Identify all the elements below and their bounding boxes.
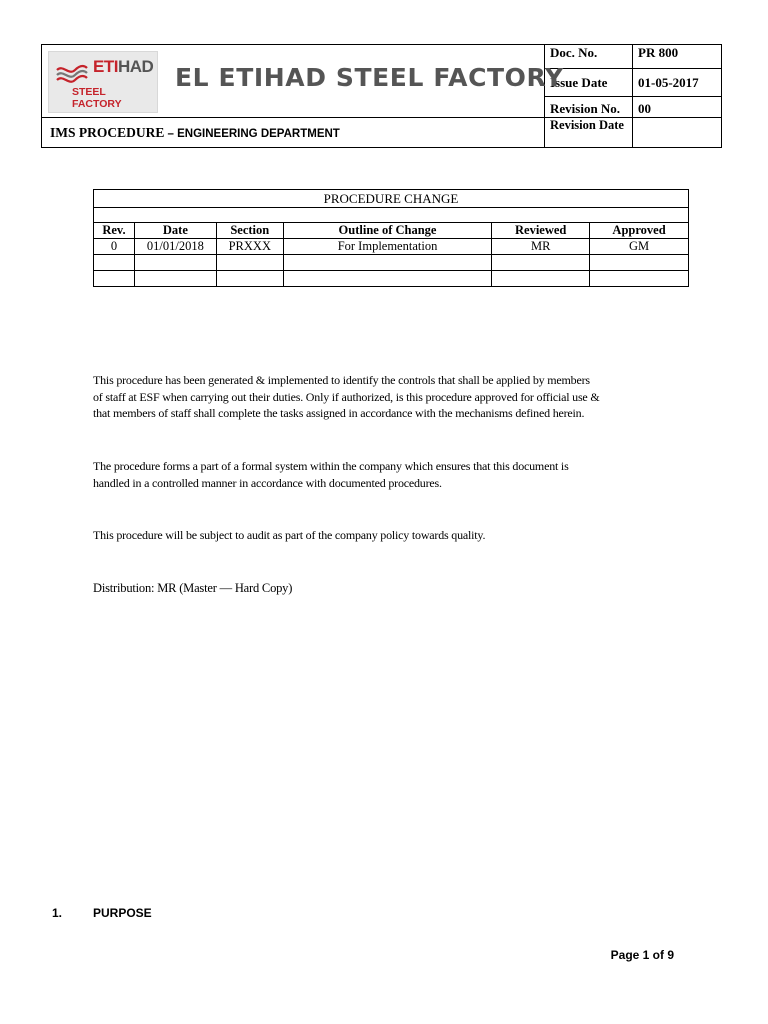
intro-line: This procedure has been generated & implemented to identify the controls that shall be applied by members	[93, 373, 590, 387]
company-logo	[48, 51, 158, 113]
cell-date	[134, 271, 216, 287]
intro-line: of staff at ESF when carrying out their duties. Only if authorized, is this procedure approved for official use &	[93, 389, 600, 404]
logo-brand-prefix: ETI	[93, 57, 118, 76]
col-header-approved: Approved	[590, 223, 689, 239]
cell-outline	[283, 255, 492, 271]
intro-line: that members of staff shall complete the tasks assigned in accordance with the mechanisms defined herein.	[93, 406, 585, 420]
doc-no-value: PR 800	[633, 45, 722, 69]
col-header-reviewed: Reviewed	[492, 223, 590, 239]
revision-date-label: Revision Date	[545, 118, 633, 148]
doc-no-label: Doc. No.	[545, 45, 633, 69]
distribution-line: Distribution: MR (Master — Hard Copy)	[93, 581, 293, 595]
steel-wave-icon	[55, 62, 89, 88]
cell-date	[134, 255, 216, 271]
table-header-row	[94, 223, 689, 239]
cell-rev: 0	[94, 239, 135, 255]
header-logo-cell	[42, 45, 564, 118]
logo-brand-suffix: HAD	[117, 57, 154, 76]
section-title: PURPOSE	[93, 906, 152, 920]
audit-paragraph: This procedure will be subject to audit as part of the company policy towards quality.	[93, 528, 486, 542]
issue-date-value: 01-05-2017	[633, 69, 722, 97]
section-number: 1.	[52, 906, 63, 920]
cell-reviewed	[492, 271, 590, 287]
table-row	[94, 239, 689, 255]
intro-paragraph	[93, 372, 683, 422]
logo-brand	[93, 57, 153, 77]
cell-section	[216, 271, 283, 287]
cell-outline	[283, 271, 492, 287]
cell-reviewed	[492, 255, 590, 271]
col-header-date: Date	[134, 223, 216, 239]
cell-approved	[590, 255, 689, 271]
col-header-rev: Rev.	[94, 223, 135, 239]
department-title	[42, 118, 545, 148]
document-header	[41, 44, 722, 148]
department-label: – ENGINEERING DEPARTMENT	[167, 127, 340, 140]
col-header-section: Section	[216, 223, 283, 239]
system-paragraph	[93, 458, 683, 491]
revision-date-value	[633, 118, 722, 148]
cell-rev	[94, 255, 135, 271]
procedure-change-table	[93, 189, 689, 287]
col-header-outline: Outline of Change	[283, 223, 492, 239]
cell-date: 01/01/2018	[134, 239, 216, 255]
procedure-change-title: PROCEDURE CHANGE	[94, 190, 689, 208]
system-line: handled in a controlled manner in accordance with documented procedures.	[93, 475, 442, 490]
table-row	[94, 271, 689, 287]
cell-section: PRXXX	[216, 239, 283, 255]
cell-approved	[590, 271, 689, 287]
logo-tagline: STEEL FACTORY	[72, 86, 122, 110]
cell-outline: For Implementation	[283, 239, 492, 255]
revision-no-value: 00	[633, 96, 722, 117]
cell-approved: GM	[590, 239, 689, 255]
issue-date-label: Issue Date	[545, 69, 633, 97]
cell-section	[216, 255, 283, 271]
cell-reviewed: MR	[492, 239, 590, 255]
company-name: EL ETIHAD STEEL FACTORY	[175, 63, 564, 92]
revision-no-label: Revision No.	[545, 96, 633, 117]
table-row	[94, 255, 689, 271]
procedure-change-spacer	[94, 208, 689, 223]
page-number: Page 1 of 9	[610, 948, 674, 962]
ims-procedure-label: IMS PROCEDURE	[50, 124, 165, 140]
cell-rev	[94, 271, 135, 287]
system-line: The procedure forms a part of a formal system within the company which ensures that this document is	[93, 459, 569, 473]
